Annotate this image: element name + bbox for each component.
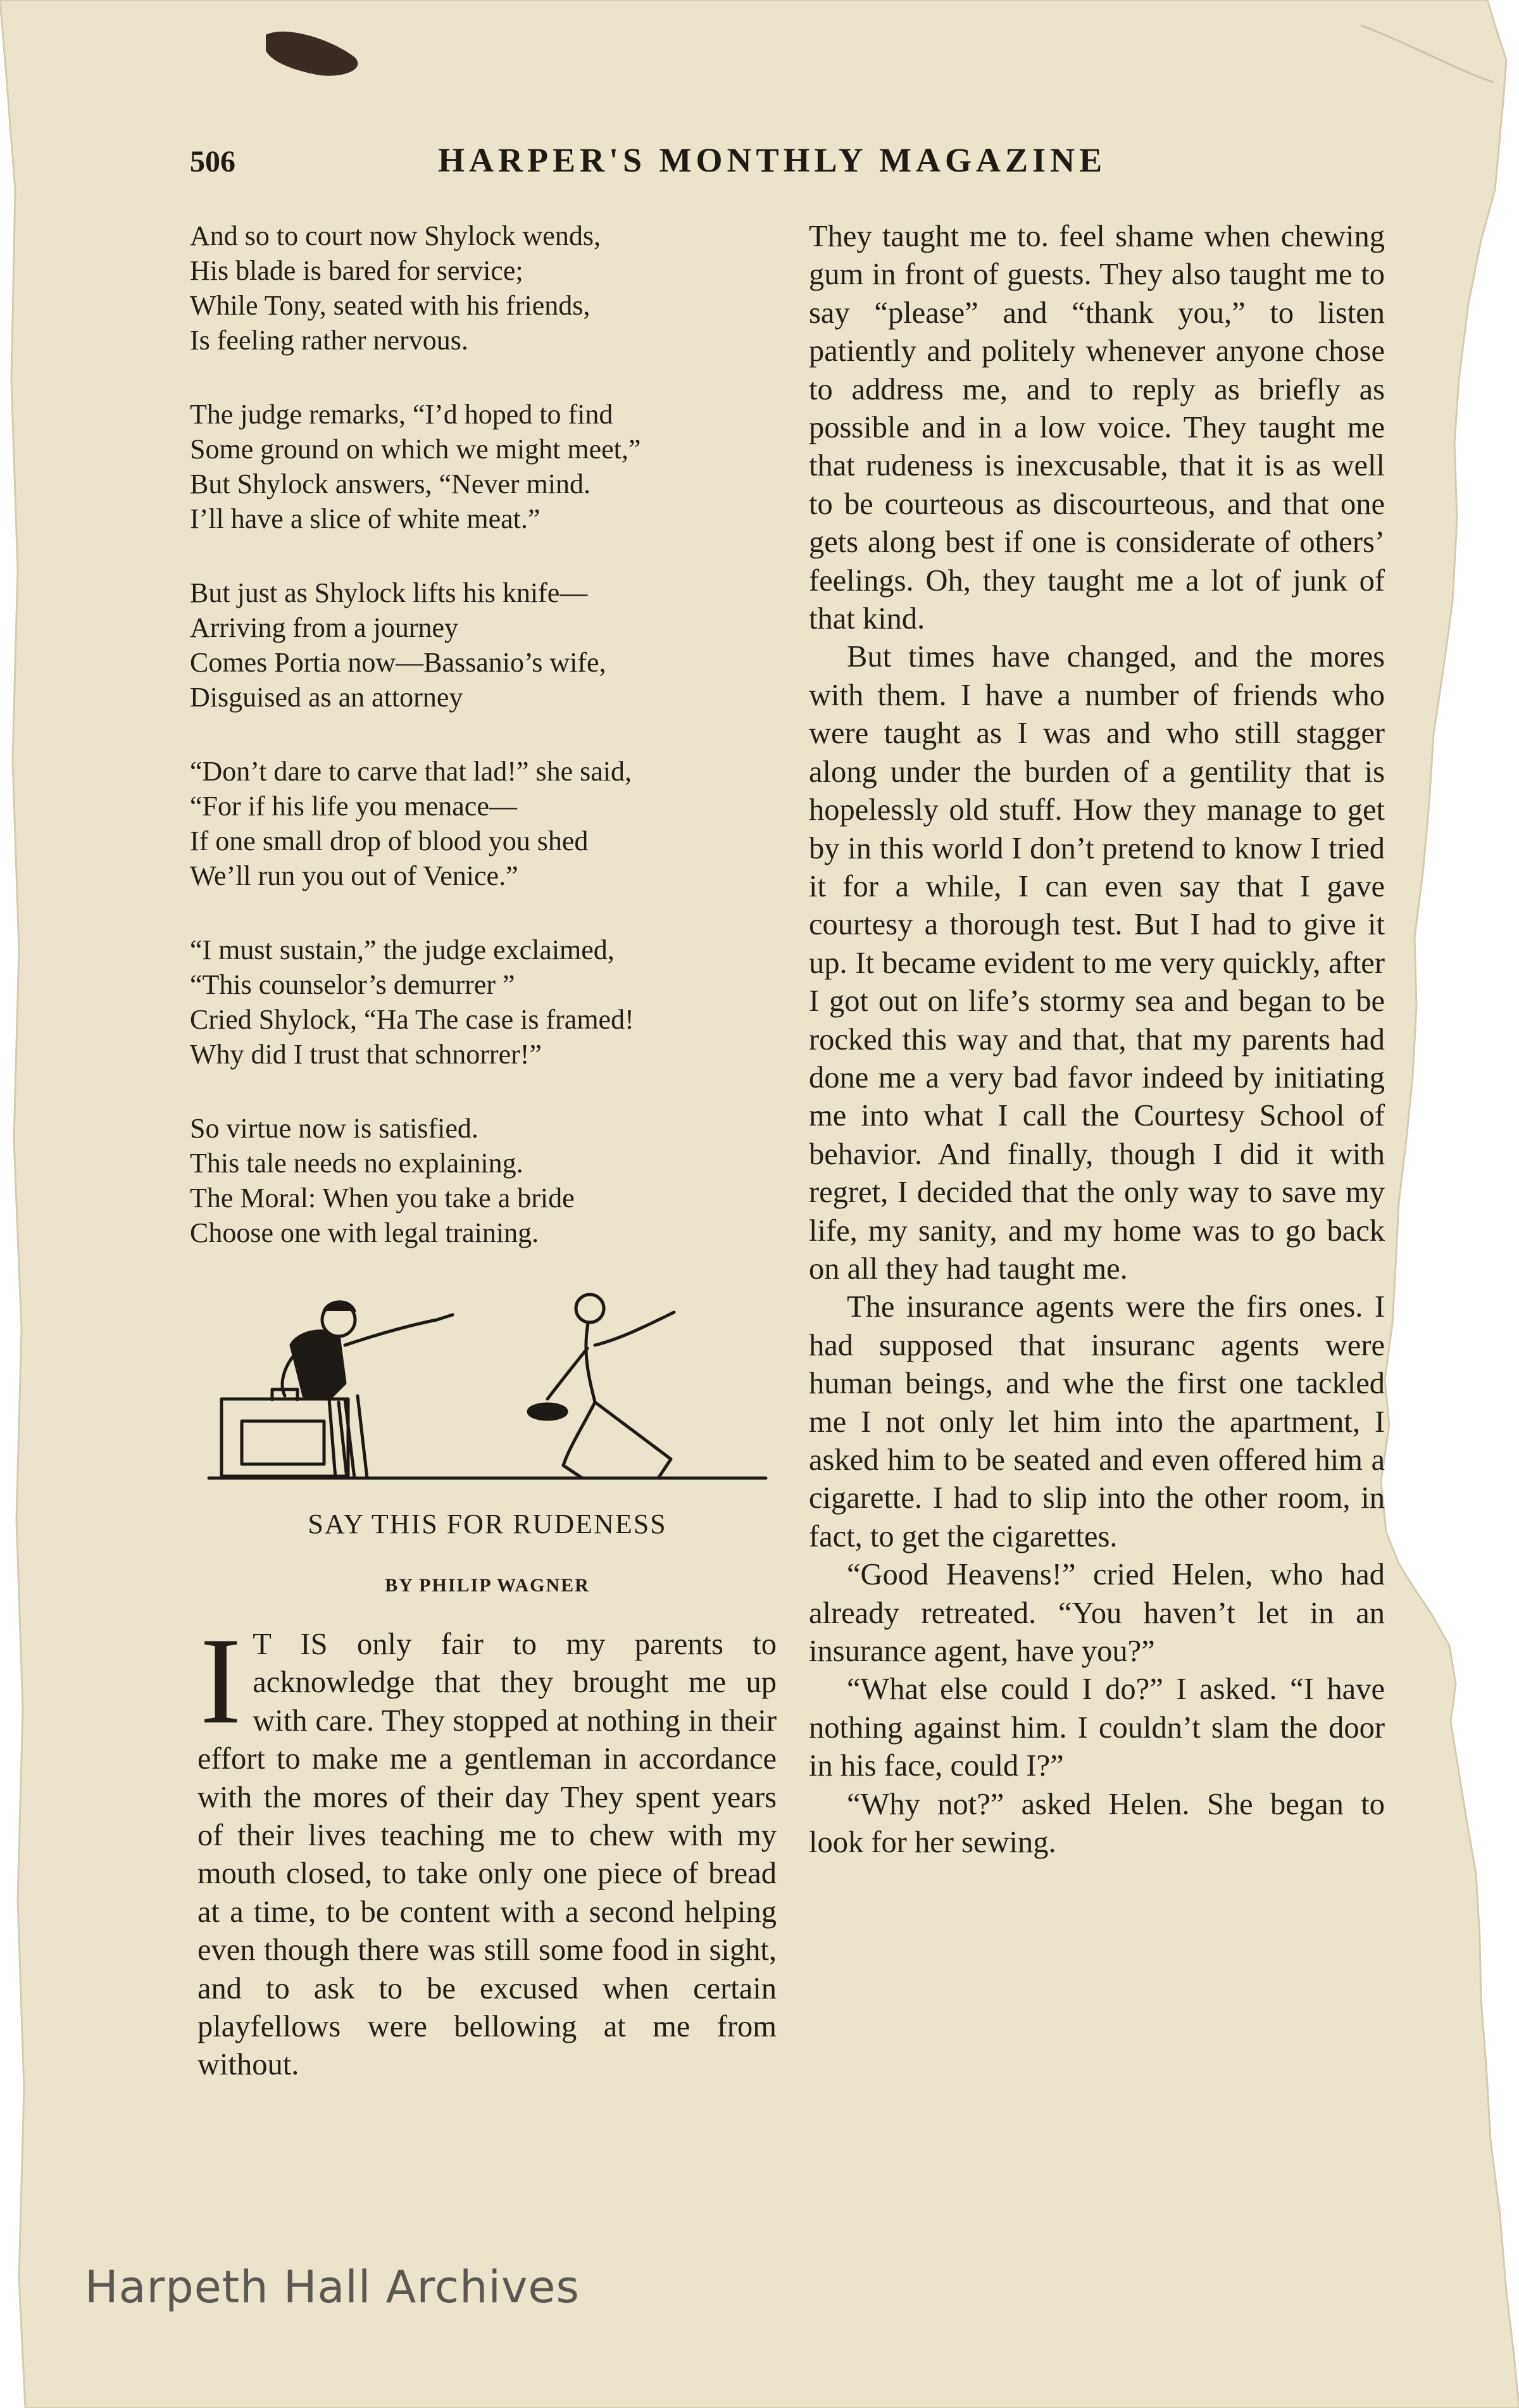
judge-arm-pointing (345, 1315, 453, 1345)
poem-line: Comes Portia now—Bassanio’s wife, (190, 647, 606, 678)
article-opening-text: T IS only fair to my parents to acknowledge that they brought me up with care. They stopped at nothing in their effort to make me a gentleman in accordance with the mores of their day They spent years of their lives teaching me to chew with my mouth closed, to take only one piece of bread at a time, to be content with a second helping even though there was still some food in sight, and to ask to be excused when certain playfellows were bellowing at me from without. (197, 1627, 777, 2082)
poem-line: Is feeling rather nervous. (190, 325, 468, 356)
poem-line: His blade is bared for service; (190, 255, 523, 286)
poem-stanza (190, 932, 785, 1072)
hat-in-hand (528, 1404, 566, 1419)
poem-stanza (190, 1111, 785, 1250)
poem-line: “I must sustain,” the judge exclaimed, (190, 934, 615, 965)
poem-line: If one small drop of blood you shed (190, 825, 589, 856)
poem-line: But just as Shylock lifts his knife— (190, 577, 588, 608)
poem-line: Disguised as an attorney (190, 682, 463, 713)
poem-line: The judge remarks, “I’d hoped to find (190, 399, 613, 430)
article-paragraph (197, 1612, 777, 2085)
article-paragraph: “Good Heavens!” cried Helen, who had already retreated. “You haven’t let in an insurance agent, have you?” (809, 1558, 1385, 1669)
poem-stanza (190, 754, 785, 893)
drop-cap: I (200, 1612, 242, 1750)
running-man-body (586, 1320, 595, 1402)
article-paragraph: “What else could I do?” I asked. “I have nothing against him. I couldn’t slam the door in his face, could I?” (809, 1672, 1385, 1783)
poem-line: So virtue now is satisfied. (190, 1113, 478, 1144)
article-paragraph: The insurance agents were the firs ones. I had supposed that insuranc agents were human beings, and whe the first one tackled me I not only let him into the apartment, I asked him to be seated and even offered him a cigarette. I had to slip into the other room, in fact, to get the cigarettes. (809, 1290, 1385, 1553)
poem-line: Arriving from a journey (190, 612, 458, 643)
running-man-arm-back (547, 1348, 587, 1399)
poem-line: This tale needs no explaining. (190, 1148, 523, 1179)
poem-line: “This counselor’s demurrer ” (190, 969, 515, 1000)
poem-stanza (190, 575, 785, 715)
article-byline: BY PHILIP WAGNER (385, 1575, 590, 1596)
article-paragraph: “Why not?” asked Helen. She began to look for her sewing. (809, 1787, 1385, 1860)
article-title: SAY THIS FOR RUDENESS (308, 1508, 667, 1539)
article-paragraph: They taught me to. feel shame when chewing gum in front of guests. They also taught me to say “please” and “thank you,” to listen patiently and politely whenever anyone chose to address me, and to reply as briefly as possible and in a low voice. They taught me that rudeness is inexcusable, that it is as well to be courteous as discourteous, and that one gets along best if one is considerate of others’ feelings. Oh, they taught me a lot of junk of that kind. (809, 220, 1385, 636)
cartoon-illustration (203, 1276, 772, 1491)
desk-panel (242, 1421, 324, 1464)
article-paragraph: But times have changed, and the mores with them. I have a number of friends who were taught as I was and who still stagger along under the burden of a gentility that is hopelessly old stuff. How they manage to get by in this world I don’t pretend to know I tried it for a while, I can even say that I gave courtesy a thorough test. But I had to give it up. It became evident to me very quickly, after I got out on life’s stormy sea and began to be rocked this way and that, that my parents had done me a very bad favor indeed by initiating me into what I call the Courtesy School of behavior. And finally, though I did it with regret, I decided that the only way to save my life, my sanity, and my home was to go back on all they had taught me. (809, 640, 1385, 1286)
running-man-arm-front (595, 1312, 674, 1345)
article-left-column (197, 1612, 777, 2085)
article-right-column (809, 218, 1385, 1862)
poem-stanza (190, 397, 785, 536)
poem-line: But Shylock answers, “Never mind. (190, 468, 591, 499)
poem-stanza (190, 218, 785, 358)
poem (190, 218, 785, 1289)
judge-body (291, 1331, 345, 1399)
poem-line: Choose one with legal training. (190, 1217, 539, 1248)
magazine-title: HARPER'S MONTHLY MAGAZINE (438, 141, 1107, 179)
page-number: 506 (190, 145, 235, 179)
poem-line: “Don’t dare to carve that lad!” she said, (190, 756, 632, 787)
poem-line: We’ll run you out of Venice.” (190, 860, 518, 891)
judge-hair (324, 1302, 354, 1311)
running-man-leg-back (563, 1402, 595, 1478)
poem-line: Why did I trust that schnorrer!” (190, 1039, 542, 1070)
poem-line: While Tony, seated with his friends, (190, 290, 591, 321)
page-header (190, 138, 1139, 189)
running-man-leg-front (595, 1402, 671, 1478)
poem-line: Cried Shylock, “Ha The case is framed! (190, 1004, 634, 1035)
running-man-head (576, 1295, 604, 1322)
poem-line: And so to court now Shylock wends, (190, 220, 601, 251)
poem-line: “For if his life you menace— (190, 791, 517, 822)
poem-line: Some ground on which we might meet,” (190, 434, 641, 465)
archive-watermark: Harpeth Hall Archives (85, 2261, 580, 2313)
poem-line: The Moral: When you take a bride (190, 1182, 575, 1213)
poem-line: I’ll have a slice of white meat.” (190, 503, 541, 534)
